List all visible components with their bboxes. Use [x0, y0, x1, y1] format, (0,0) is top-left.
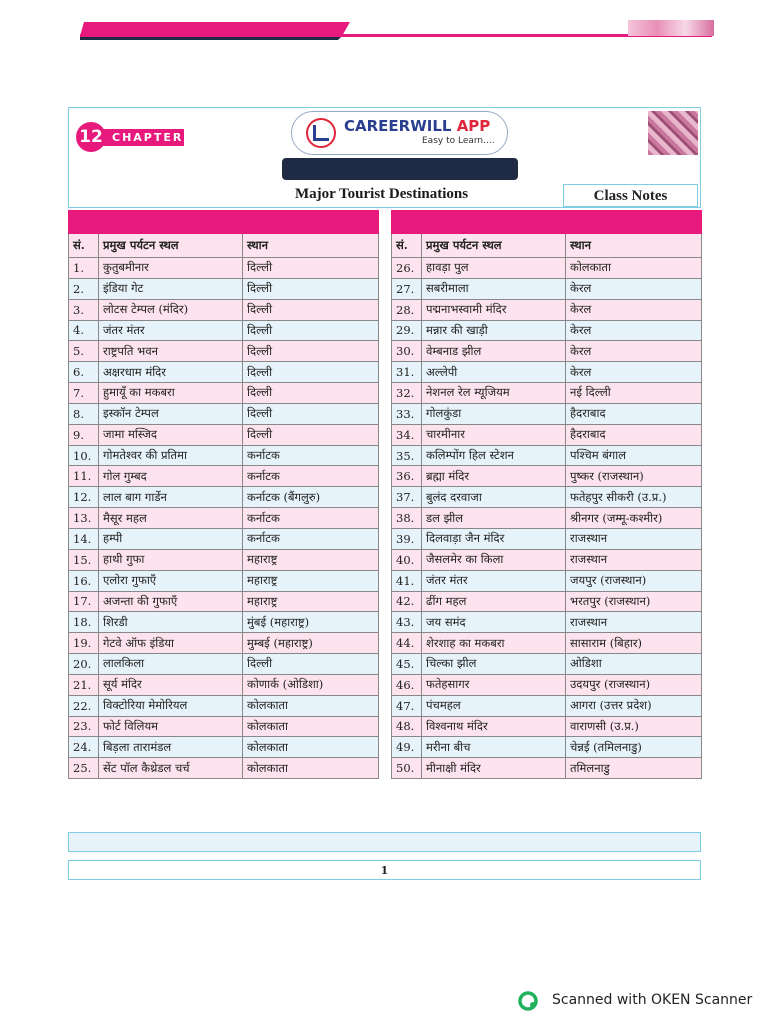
class-notes-label: Class Notes: [563, 184, 698, 207]
table-pink-header: [69, 211, 379, 234]
cell-location: कर्नाटक: [243, 445, 379, 466]
table-row: [392, 278, 702, 299]
chapter-number-badge: 12: [76, 122, 106, 152]
destinations-table-right: [391, 210, 702, 779]
table-row: [392, 362, 702, 383]
cell-location: पश्चिम बंगाल: [566, 445, 702, 466]
cell-place: हुमायूँ का मकबरा: [99, 383, 243, 404]
cell-location: केरल: [566, 278, 702, 299]
cell-place: गोल गुम्बद: [99, 466, 243, 487]
table-row: [69, 591, 379, 612]
cell-sno: 20.: [69, 654, 99, 675]
cell-sno: 22.: [69, 695, 99, 716]
table-row: [69, 612, 379, 633]
cell-sno: 38.: [392, 508, 422, 529]
cell-sno: 36.: [392, 466, 422, 487]
table-row: [69, 466, 379, 487]
cell-sno: 50.: [392, 758, 422, 779]
table-row: [69, 633, 379, 654]
cell-sno: 2.: [69, 278, 99, 299]
cell-location: फतेहपुर सीकरी (उ.प्र.): [566, 487, 702, 508]
table-row: [69, 549, 379, 570]
table-row: [392, 528, 702, 549]
column-header-place: प्रमुख पर्यटन स्थल: [422, 234, 566, 258]
cell-sno: 41.: [392, 570, 422, 591]
cell-place: मरीना बीच: [422, 737, 566, 758]
cell-place: हम्पी: [99, 528, 243, 549]
cell-place: कलिम्पोंग हिल स्टेशन: [422, 445, 566, 466]
cell-sno: 35.: [392, 445, 422, 466]
cell-place: शेरशाह का मकबरा: [422, 633, 566, 654]
cell-place: फतेहसागर: [422, 674, 566, 695]
cell-place: हावड़ा पुल: [422, 258, 566, 279]
cell-place: मन्नार की खाड़ी: [422, 320, 566, 341]
cell-sno: 47.: [392, 695, 422, 716]
cell-location: महाराष्ट्र: [243, 549, 379, 570]
table-row: [392, 695, 702, 716]
top-decor-line: [80, 34, 712, 37]
scanner-logo-icon: [518, 991, 538, 1011]
top-right-decor-image: [628, 20, 714, 36]
cell-sno: 19.: [69, 633, 99, 654]
cell-sno: 17.: [69, 591, 99, 612]
table-row: [69, 320, 379, 341]
cell-place: इस्कॉन टेम्पल: [99, 403, 243, 424]
cell-place: शिरडी: [99, 612, 243, 633]
scanner-watermark-text: Scanned with OKEN Scanner: [552, 992, 753, 1008]
table-row: [392, 549, 702, 570]
cell-sno: 31.: [392, 362, 422, 383]
cell-place: गोलकुंडा: [422, 403, 566, 424]
cell-sno: 42.: [392, 591, 422, 612]
cell-location: कोणार्क (ओडिशा): [243, 674, 379, 695]
cell-sno: 3.: [69, 299, 99, 320]
cell-location: कर्नाटक: [243, 466, 379, 487]
cell-place: मैसूर महल: [99, 508, 243, 529]
cell-location: सासाराम (बिहार): [566, 633, 702, 654]
cell-location: राजस्थान: [566, 612, 702, 633]
cell-location: दिल्ली: [243, 424, 379, 445]
table-column-headers: [392, 234, 702, 258]
cell-location: उदयपुर (राजस्थान): [566, 674, 702, 695]
table-row: [392, 403, 702, 424]
table-row: [69, 424, 379, 445]
cell-sno: 4.: [69, 320, 99, 341]
brand-tagline: Easy to Learn....: [422, 136, 495, 146]
cell-place: अजन्ता की गुफाएँ: [99, 591, 243, 612]
cell-place: ब्रह्मा मंदिर: [422, 466, 566, 487]
cell-location: महाराष्ट्र: [243, 570, 379, 591]
table-row: [392, 424, 702, 445]
cell-place: मीनाक्षी मंदिर: [422, 758, 566, 779]
cell-location: दिल्ली: [243, 278, 379, 299]
table-row: [69, 278, 379, 299]
table-row: [69, 362, 379, 383]
column-header-location: स्थान: [566, 234, 702, 258]
table-row: [69, 487, 379, 508]
table-row: [69, 570, 379, 591]
cell-sno: 24.: [69, 737, 99, 758]
table-row: [69, 299, 379, 320]
cell-sno: 12.: [69, 487, 99, 508]
cell-location: केरल: [566, 320, 702, 341]
cell-sno: 5.: [69, 341, 99, 362]
cell-sno: 37.: [392, 487, 422, 508]
table-row: [392, 508, 702, 529]
cell-location: चेन्नई (तमिलनाडु): [566, 737, 702, 758]
page-title: Major Tourist Destinations: [295, 186, 469, 202]
cell-location: दिल्ली: [243, 320, 379, 341]
cell-location: तमिलनाडु: [566, 758, 702, 779]
cell-sno: 14.: [69, 528, 99, 549]
brand-logo-mark-icon: [313, 125, 329, 141]
column-header-location: स्थान: [243, 234, 379, 258]
header-dark-bar: [282, 158, 518, 180]
cell-place: हाथी गुफा: [99, 549, 243, 570]
cell-sno: 29.: [392, 320, 422, 341]
table-row: [392, 674, 702, 695]
cell-location: दिल्ली: [243, 341, 379, 362]
cell-place: सेंट पॉल कैथ्रेडल चर्च: [99, 758, 243, 779]
cell-location: मुम्बई (महाराष्ट्र): [243, 633, 379, 654]
cell-sno: 13.: [69, 508, 99, 529]
table-row: [392, 612, 702, 633]
cell-location: केरल: [566, 299, 702, 320]
table-column-headers: [69, 234, 379, 258]
cell-location: कर्नाटक: [243, 528, 379, 549]
table-row: [392, 633, 702, 654]
column-header-sno: सं.: [69, 234, 99, 258]
cell-sno: 1.: [69, 258, 99, 279]
cell-sno: 25.: [69, 758, 99, 779]
cell-sno: 43.: [392, 612, 422, 633]
cell-sno: 44.: [392, 633, 422, 654]
cell-location: कर्नाटक (बैंगलुरु): [243, 487, 379, 508]
cell-sno: 27.: [392, 278, 422, 299]
cell-sno: 8.: [69, 403, 99, 424]
table-row: [392, 716, 702, 737]
cell-place: सबरीमाला: [422, 278, 566, 299]
cell-location: जयपुर (राजस्थान): [566, 570, 702, 591]
cell-location: राजस्थान: [566, 549, 702, 570]
cell-place: जय समंद: [422, 612, 566, 633]
cell-sno: 48.: [392, 716, 422, 737]
cell-sno: 46.: [392, 674, 422, 695]
cell-place: सूर्य मंदिर: [99, 674, 243, 695]
column-header-place: प्रमुख पर्यटन स्थल: [99, 234, 243, 258]
table-row: [69, 445, 379, 466]
destinations-table-left: [68, 210, 379, 779]
cell-sno: 10.: [69, 445, 99, 466]
cell-place: पद्मनाभस्वामी मंदिर: [422, 299, 566, 320]
cell-location: कोलकाता: [243, 737, 379, 758]
table-row: [69, 758, 379, 779]
cell-place: लालकिला: [99, 654, 243, 675]
table-row: [69, 528, 379, 549]
cell-location: दिल्ली: [243, 403, 379, 424]
cell-sno: 32.: [392, 383, 422, 404]
cell-sno: 9.: [69, 424, 99, 445]
table-row: [392, 591, 702, 612]
table-row: [69, 737, 379, 758]
cell-location: कोलकाता: [243, 695, 379, 716]
column-header-sno: सं.: [392, 234, 422, 258]
cell-sno: 30.: [392, 341, 422, 362]
cell-sno: 28.: [392, 299, 422, 320]
cell-sno: 21.: [69, 674, 99, 695]
cell-location: कोलकाता: [243, 716, 379, 737]
cell-place: जंतर मंतर: [422, 570, 566, 591]
cell-sno: 45.: [392, 654, 422, 675]
brand-name-main: CAREERWILL: [344, 117, 452, 135]
table-row: [69, 508, 379, 529]
brand-name: [344, 117, 490, 135]
cell-place: जैसलमेर का किला: [422, 549, 566, 570]
cell-location: राजस्थान: [566, 528, 702, 549]
cell-place: चारमीनार: [422, 424, 566, 445]
table-row: [69, 383, 379, 404]
cell-place: दिलवाड़ा जैन मंदिर: [422, 528, 566, 549]
cell-location: केरल: [566, 341, 702, 362]
cell-sno: 16.: [69, 570, 99, 591]
cell-place: फोर्ट विलियम: [99, 716, 243, 737]
cell-sno: 15.: [69, 549, 99, 570]
cell-place: विश्वनाथ मंदिर: [422, 716, 566, 737]
table-row: [392, 320, 702, 341]
cell-sno: 40.: [392, 549, 422, 570]
table-row: [392, 341, 702, 362]
cell-sno: 7.: [69, 383, 99, 404]
footer-band: [68, 832, 701, 852]
brand-name-app: APP: [456, 117, 491, 135]
cell-place: ढींग महल: [422, 591, 566, 612]
cell-place: अक्षरधाम मंदिर: [99, 362, 243, 383]
cell-location: नई दिल्ली: [566, 383, 702, 404]
cell-sno: 33.: [392, 403, 422, 424]
cell-place: चिल्का झील: [422, 654, 566, 675]
table-row: [69, 403, 379, 424]
table-row: [392, 445, 702, 466]
table-row: [69, 674, 379, 695]
table-row: [392, 758, 702, 779]
cell-sno: 11.: [69, 466, 99, 487]
cell-sno: 6.: [69, 362, 99, 383]
table-row: [69, 258, 379, 279]
cell-sno: 34.: [392, 424, 422, 445]
table-pink-header: [392, 211, 702, 234]
cell-location: दिल्ली: [243, 362, 379, 383]
cell-sno: 26.: [392, 258, 422, 279]
chapter-label: CHAPTER: [100, 129, 184, 146]
cell-place: बिड़ला तारामंडल: [99, 737, 243, 758]
table-row: [392, 570, 702, 591]
cell-place: गोमतेश्वर की प्रतिमा: [99, 445, 243, 466]
cell-place: नेशनल रेल म्यूजियम: [422, 383, 566, 404]
cell-location: हैदराबाद: [566, 403, 702, 424]
header-decor-image: [648, 111, 698, 155]
cell-place: इंडिया गेट: [99, 278, 243, 299]
cell-location: पुष्कर (राजस्थान): [566, 466, 702, 487]
cell-location: आगरा (उत्तर प्रदेश): [566, 695, 702, 716]
cell-place: डल झील: [422, 508, 566, 529]
cell-place: अल्लेपी: [422, 362, 566, 383]
cell-location: हैदराबाद: [566, 424, 702, 445]
table-row: [69, 716, 379, 737]
cell-place: वेम्बनाड झील: [422, 341, 566, 362]
cell-location: ओडिशा: [566, 654, 702, 675]
cell-location: कर्नाटक: [243, 508, 379, 529]
cell-location: भरतपुर (राजस्थान): [566, 591, 702, 612]
cell-place: राष्ट्रपति भवन: [99, 341, 243, 362]
cell-place: विक्टोरिया मेमोरियल: [99, 695, 243, 716]
cell-location: वाराणसी (उ.प्र.): [566, 716, 702, 737]
cell-location: दिल्ली: [243, 654, 379, 675]
cell-sno: 18.: [69, 612, 99, 633]
table-row: [392, 487, 702, 508]
cell-location: कोलकाता: [566, 258, 702, 279]
cell-place: कुतुबमीनार: [99, 258, 243, 279]
cell-place: लाल बाग गार्डेन: [99, 487, 243, 508]
table-row: [392, 258, 702, 279]
cell-sno: 39.: [392, 528, 422, 549]
cell-location: कोलकाता: [243, 758, 379, 779]
cell-place: लोटस टेम्पल (मंदिर): [99, 299, 243, 320]
table-row: [392, 466, 702, 487]
cell-location: दिल्ली: [243, 383, 379, 404]
cell-location: दिल्ली: [243, 258, 379, 279]
cell-location: दिल्ली: [243, 299, 379, 320]
cell-place: एलोरा गुफाएँ: [99, 570, 243, 591]
cell-location: श्रीनगर (जम्मू-कश्मीर): [566, 508, 702, 529]
cell-location: मुंबई (महाराष्ट्र): [243, 612, 379, 633]
cell-place: पंचमहल: [422, 695, 566, 716]
cell-place: जंतर मंतर: [99, 320, 243, 341]
table-row: [392, 299, 702, 320]
cell-place: गेटवे ऑफ इंडिया: [99, 633, 243, 654]
table-row: [392, 654, 702, 675]
cell-location: महाराष्ट्र: [243, 591, 379, 612]
cell-sno: 23.: [69, 716, 99, 737]
table-row: [69, 695, 379, 716]
cell-place: जामा मस्जिद: [99, 424, 243, 445]
cell-location: केरल: [566, 362, 702, 383]
cell-sno: 49.: [392, 737, 422, 758]
table-row: [392, 737, 702, 758]
table-row: [392, 383, 702, 404]
page-number: 1: [68, 860, 701, 880]
table-row: [69, 654, 379, 675]
cell-place: बुलंद दरवाजा: [422, 487, 566, 508]
table-row: [69, 341, 379, 362]
